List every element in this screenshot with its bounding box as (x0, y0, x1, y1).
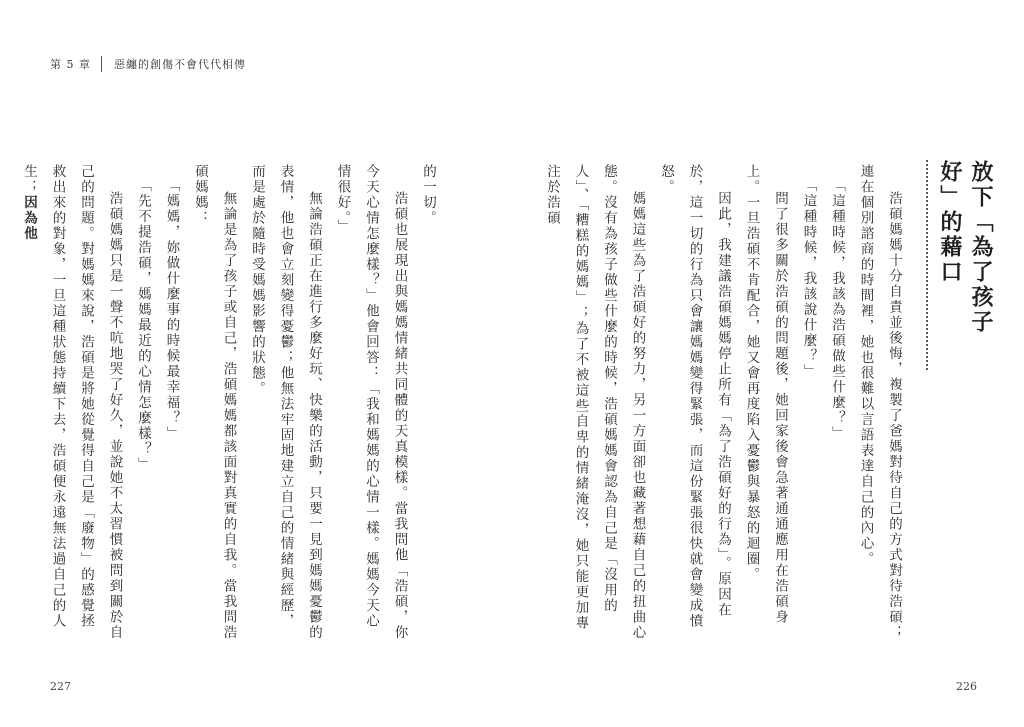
paragraph: 「這種時候，我該說什麼？」 (800, 177, 817, 379)
paragraph: 浩碩也展現出與媽媽情緒共同體的天真模樣。當我問他「浩碩，你今天心情怎麼樣？」他會回答：「我和媽媽的心情一樣。媽媽今天心情很好。」 (334, 164, 408, 641)
paragraph-text: 浩碩媽媽只是一聲不吭地哭了好久，並說她不太習慣被問到關於自己的問題。對媽媽來說，浩碩是將她從覺得自己是「廢物」的感覺拯救出來的對象，一旦這種狀態持續下去，浩碩便永遠無法過自己的人生； (21, 164, 123, 641)
paragraph: 因此，我建議浩碩媽媽停止所有「為了浩碩好的行為」。原因在於，這一切的行為只會讓媽媽變得緊張，而這份緊張很快就會變成憤怒。 (658, 164, 731, 629)
right-page-body (544, 164, 908, 644)
page-number-right: 226 (956, 680, 977, 693)
header-divider (101, 56, 102, 72)
paragraph: 「這種時候，我該為浩碩做些什麼？」 (829, 177, 845, 441)
paragraph: 「先不提浩碩，媽媽最近的心情怎麼樣？」 (135, 177, 151, 472)
paragraph: 浩碩媽媽十分自責並後悔，複製了爸媽對待自己的方式對待浩碩；連在個別諮商的時間裡，她也很難以言語表達自己的內心。 (857, 164, 902, 641)
page-number-left: 227 (50, 680, 71, 693)
paragraph: 無論是為了孩子或自己，浩碩媽媽都該面對真實的自我。當我問浩碩媽媽： (192, 164, 237, 641)
bold-text: 因為他 (21, 195, 37, 242)
paragraph: 媽媽這些為了浩碩好的努力，另一方面卻也藏著想藉自己的扭曲心態。沒有為孩子做些什麼的時候，浩碩媽媽會認為自己是「沒用的人」、「糟糕的媽媽」；為了不被這些自卑的情緒淹沒，她只能更加專注於浩碩 (544, 164, 646, 641)
paragraph (15, 164, 129, 644)
chapter-label: 第 5 章 (50, 58, 91, 71)
left-page-body (21, 164, 442, 644)
paragraph: 「媽媽，妳做什麼事的時候最幸福？」 (163, 177, 180, 441)
paragraph: 的一切。 (420, 164, 436, 226)
running-header (50, 56, 246, 72)
paragraph: 問了很多關於浩碩的問題後，她回家後會急著通通應用在浩碩身上。一旦浩碩不肯配合，她又會再度陷入憂鬱與暴怒的迴圈。 (743, 164, 788, 625)
paragraph: 無論浩碩正在進行多麼好玩、快樂的活動，只要一見到媽媽憂鬱的表情，他也會立刻變得憂鬱；他無法牢固地建立自己的情緒與經歷，而是處於隨時受媽媽影響的狀態。 (249, 164, 322, 641)
chapter-title: 惡纏的創傷不會代代相傳 (114, 58, 246, 71)
section-heading: 放下「為了孩子好」的藉口 (926, 160, 996, 370)
